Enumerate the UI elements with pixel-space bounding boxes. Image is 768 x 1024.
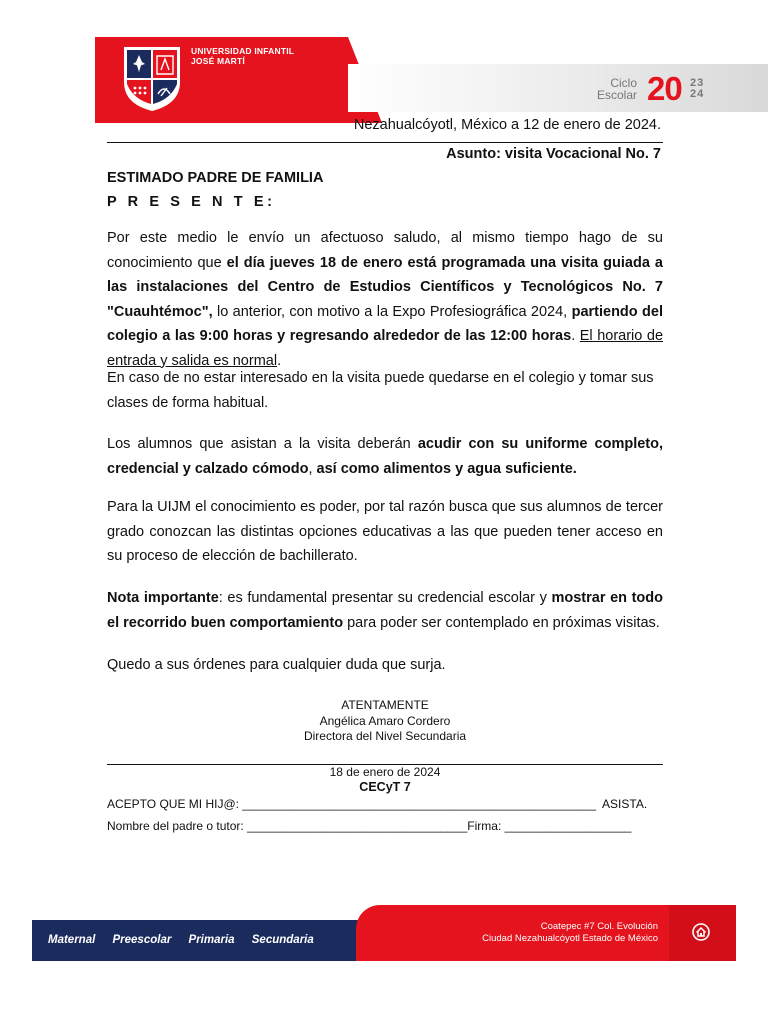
cycle-year-small <box>690 78 720 100</box>
paragraph-important-note <box>107 586 663 635</box>
p1-bold1: el día jueves 18 de enero está programada una visita guiada a las instalaciones del Centro de Estudios Científicos y Tecnológicos No. 7 "Cuauhtémoc", <box>107 254 663 320</box>
p1-underlined: El horario de entrada y salida es normal <box>107 328 664 369</box>
signature-name: Angélica Amaro Cordero <box>319 713 451 728</box>
slip-school: CECyT 7 <box>359 780 411 794</box>
p5-bold1: Nota importante <box>107 590 219 606</box>
header-rule <box>107 142 663 143</box>
paragraph-requirements <box>107 432 663 481</box>
p1-text4: . <box>277 352 282 369</box>
cycle-year-big: 20 <box>647 70 682 107</box>
p1-bold2: partiendo del colegio a las 9:00 horas y regresando alrededor de las 12:00 horas <box>107 303 663 344</box>
p5-text2: para poder ser contemplado en próximas visitas. <box>343 614 660 631</box>
place-date: Nezahualcóyotl, México a 12 de enero de 2024. <box>353 117 661 133</box>
p1-text2: lo anterior, con motivo a la Expo Profesiográfica 2024, <box>212 303 572 320</box>
slip-accept-line: ACEPTO QUE MI HIJ@: _____________________________________________________ ASISTA. <box>107 797 648 811</box>
university-name-line2: JOSÉ MARTÍ <box>191 56 245 66</box>
school-cycle-label <box>597 77 637 101</box>
university-shield-logo <box>121 44 183 114</box>
signature-role: Directora del Nivel Secundaria <box>303 729 467 743</box>
p3-text1: Los alumnos que asistan a la visita deberán <box>107 436 418 452</box>
cycle-year-top: 23 <box>690 77 705 89</box>
signature-closing: ATENTAMENTE <box>341 698 429 712</box>
ciclo-label: Ciclo <box>610 76 638 90</box>
slip-date: 18 de enero de 2024 <box>329 765 441 779</box>
subject-line: Asunto: visita Vocacional No. 7 <box>446 146 661 162</box>
slip-parent-line: Nombre del padre o tutor: _________________________________Firma: ___________________ <box>107 819 632 833</box>
paragraph-visit-details <box>107 226 663 373</box>
address-line2: Ciudad Nezahualcóyotl Estado de México <box>482 932 658 944</box>
p5-bold2: mostrar en todo el recorrido buen comportamiento <box>107 590 664 631</box>
p3-bold2: así como alimentos y agua suficiente. <box>316 460 577 477</box>
greeting: ESTIMADO PADRE DE FAMILIA <box>107 170 324 186</box>
cycle-year-bottom: 24 <box>690 88 705 100</box>
p1-text3: . <box>571 328 580 344</box>
address-line1: Coatepec #7 Col. Evolución <box>540 921 658 932</box>
presente-heading: P R E S E N T E: <box>107 194 276 210</box>
footer-address <box>482 921 658 944</box>
signature-block <box>107 698 663 745</box>
level-secundaria: Secundaria <box>251 934 314 946</box>
paragraph-not-interested: En caso de no estar interesado en la visita puede quedarse en el colegio y tomar sus clases de forma habitual. <box>107 370 654 411</box>
paragraph-closing: Quedo a sus órdenes para cualquier duda que surja. <box>107 657 446 673</box>
escolar-label: Escolar <box>597 88 638 102</box>
university-name-line1: UNIVERSIDAD INFANTIL <box>191 46 295 56</box>
university-name <box>191 46 351 66</box>
level-primaria: Primaria <box>188 934 235 946</box>
level-maternal: Maternal <box>48 934 96 946</box>
p3-bold1: acudir con su uniforme completo, credencial y calzado cómodo <box>107 436 663 477</box>
p1-text1: Por este medio le envío un afectuoso saludo, al mismo tiempo hago de su conocimiento que <box>107 230 663 271</box>
p3-text2: , <box>308 460 317 477</box>
paragraph-purpose: Para la UIJM el conocimiento es poder, por tal razón busca que sus alumnos de tercer grado conozcan las distintas opciones educativas a las que pueden tener acceso en su proceso de elección de bachillerato. <box>107 499 663 564</box>
footer-levels <box>48 934 328 946</box>
home-icon <box>691 922 711 942</box>
level-preescolar: Preescolar <box>112 934 172 946</box>
p5-text1: : es fundamental presentar su credencial escolar y <box>218 590 552 606</box>
